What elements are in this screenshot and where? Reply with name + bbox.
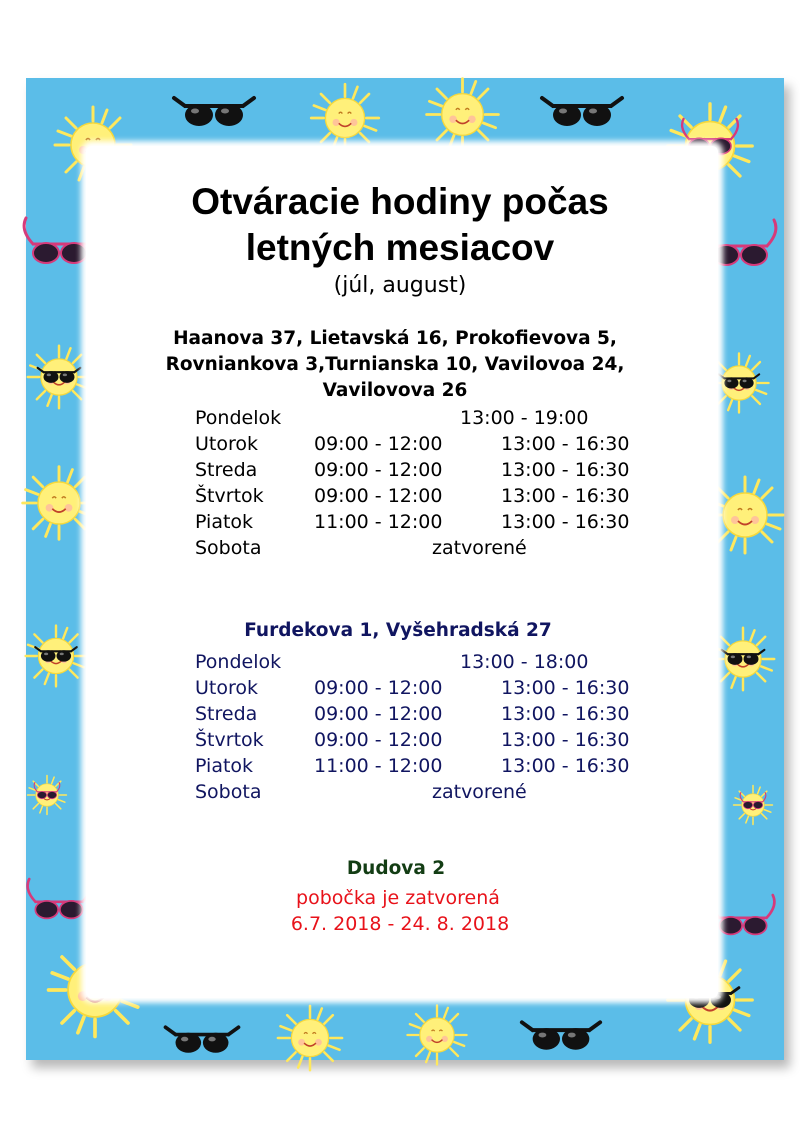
- branch1-row: [0, 433, 800, 459]
- afternoon-hours: 13:00 - 16:30: [501, 511, 630, 533]
- afternoon-hours: 13:00 - 16:30: [501, 485, 630, 507]
- branch1-row: [0, 511, 800, 537]
- sunglasses-icon: [168, 82, 260, 142]
- page-subtitle: (júl, august): [333, 273, 467, 298]
- branch1-address-line1: Haanova 37, Lietavská 16, Prokofievova 5,: [173, 328, 617, 349]
- day-label: Sobota: [195, 781, 262, 803]
- branch2-row: [0, 729, 800, 755]
- afternoon-hours: 13:00 - 16:30: [501, 677, 630, 699]
- morning-hours: 09:00 - 12:00: [314, 485, 443, 507]
- afternoon-hours: 13:00 - 16:30: [501, 755, 630, 777]
- sunglasses-icon: [516, 1006, 606, 1066]
- sun-with-sunglasses-icon: [22, 340, 96, 414]
- sunglasses-icon: [160, 1012, 244, 1068]
- branch2-row: [0, 703, 800, 729]
- sun-icon: [272, 1000, 348, 1076]
- day-label: Pondelok: [195, 651, 282, 673]
- morning-hours: 09:00 - 12:00: [314, 433, 443, 455]
- page-title-line2: letných mesiacov: [245, 227, 555, 268]
- sun-icon: [420, 72, 505, 157]
- branch2-row: [0, 755, 800, 781]
- afternoon-hours: 13:00 - 16:30: [501, 459, 630, 481]
- branch3-address: Dudova 2: [346, 858, 446, 879]
- afternoon-hours: 13:00 - 16:30: [501, 703, 630, 725]
- afternoon-hours: 13:00 - 16:30: [501, 729, 630, 751]
- afternoon-hours: 13:00 - 18:00: [460, 651, 589, 673]
- branch3-closed-note: pobočka je zatvorená: [296, 887, 500, 909]
- branch2-row: [0, 677, 800, 703]
- closed-label: zatvorené: [432, 537, 527, 559]
- morning-hours: 09:00 - 12:00: [314, 729, 443, 751]
- morning-hours: 09:00 - 12:00: [314, 459, 443, 481]
- branch2-row: [0, 651, 800, 677]
- sunglasses-icon: [536, 82, 628, 142]
- day-label: Utorok: [195, 433, 259, 455]
- branch1-row: [0, 537, 800, 563]
- day-label: Streda: [195, 703, 258, 725]
- branch1-row: [0, 407, 800, 433]
- branch2-row: [0, 781, 800, 807]
- branch1-address-line3: Vavilovova 26: [322, 380, 468, 401]
- day-label: Piatok: [195, 511, 254, 533]
- afternoon-hours: 13:00 - 19:00: [460, 407, 589, 429]
- day-label: Štvrtok: [195, 729, 264, 751]
- branch2-address: Furdekova 1, Vyšehradská 27: [244, 620, 552, 641]
- branch3-closed-dates: 6.7. 2018 - 24. 8. 2018: [290, 913, 510, 935]
- day-label: Utorok: [195, 677, 259, 699]
- day-label: Sobota: [195, 537, 262, 559]
- morning-hours: 11:00 - 12:00: [314, 755, 443, 777]
- morning-hours: 11:00 - 12:00: [314, 511, 443, 533]
- morning-hours: 09:00 - 12:00: [314, 677, 443, 699]
- day-label: Streda: [195, 459, 258, 481]
- closed-label: zatvorené: [432, 781, 527, 803]
- sun-icon: [402, 1000, 472, 1070]
- day-label: Štvrtok: [195, 485, 264, 507]
- branch1-row: [0, 459, 800, 485]
- morning-hours: 09:00 - 12:00: [314, 703, 443, 725]
- day-label: Pondelok: [195, 407, 282, 429]
- page-title-line1: Otváracie hodiny počas: [191, 181, 609, 222]
- branch1-address-line2: Rovniankova 3,Turnianska 10, Vavilovoa 24,: [165, 354, 625, 375]
- day-label: Piatok: [195, 755, 254, 777]
- afternoon-hours: 13:00 - 16:30: [501, 433, 630, 455]
- branch1-row: [0, 485, 800, 511]
